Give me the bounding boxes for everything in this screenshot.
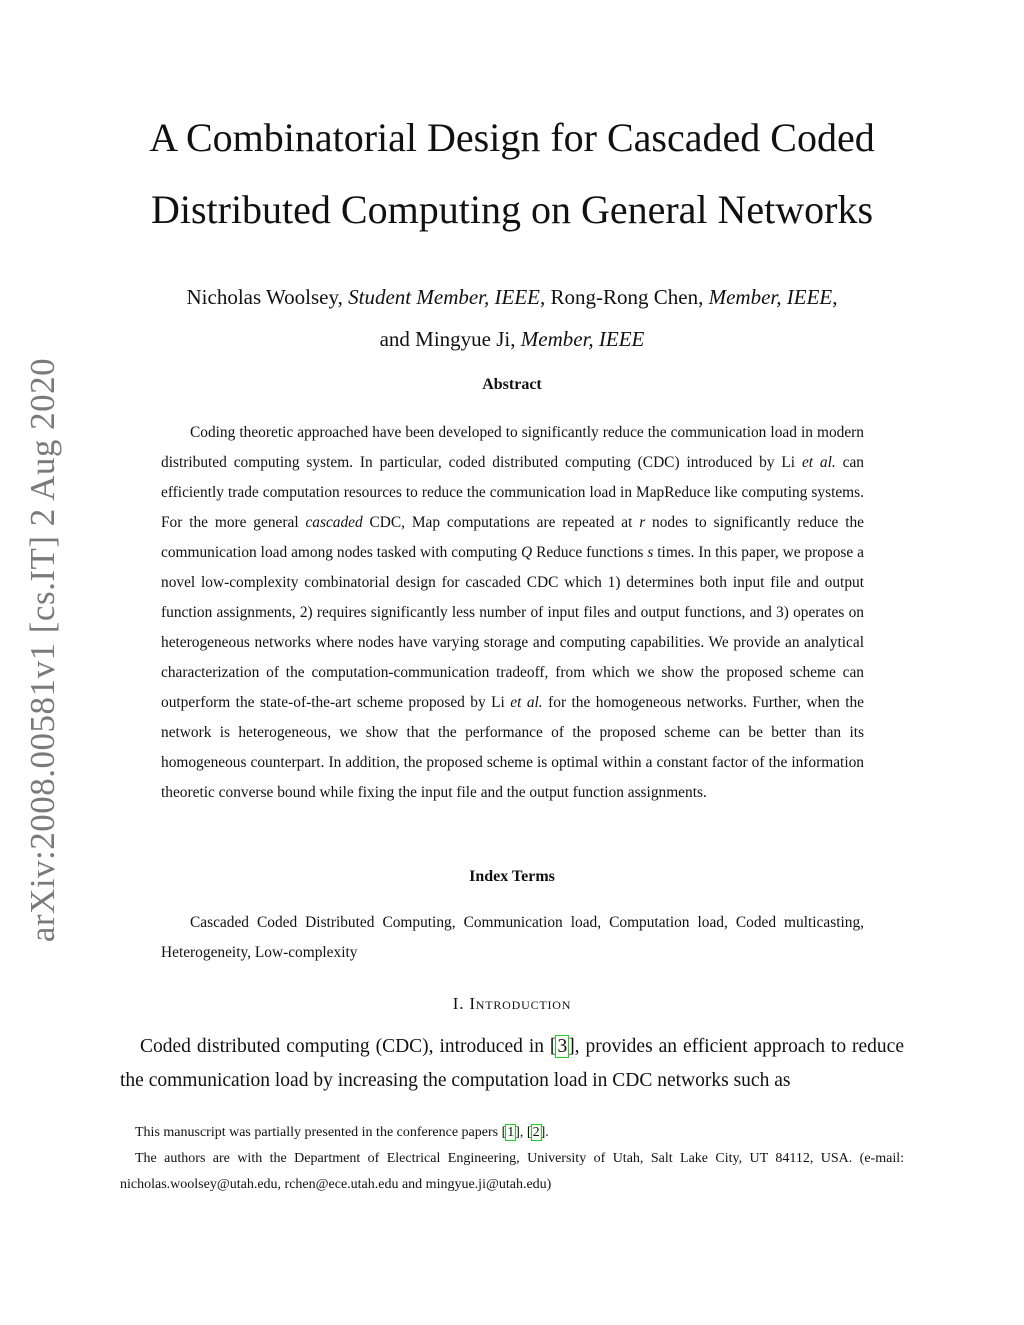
author-3-role: Member, IEEE [520, 327, 645, 351]
index-terms-heading: Index Terms [469, 868, 555, 885]
introduction-body [120, 1030, 904, 1098]
index-terms-body: Cascaded Coded Distributed Computing, Communication load, Computation load, Coded multicasting, Heterogeneity, Low-complexity [161, 914, 864, 961]
author-2-role: Member, IEEE [708, 285, 833, 309]
abstract-text-5: Reduce functions [532, 544, 648, 561]
section-title: Introduction [469, 994, 572, 1013]
footnotes [120, 1120, 904, 1198]
arxiv-identifier: arXiv:2008.00581v1 [cs.IT] 2 Aug 2020 [23, 357, 63, 943]
footnote-1 [120, 1120, 904, 1146]
abstract-heading: Abstract [482, 376, 542, 393]
author-3-name: and Mingyue Ji, [379, 327, 521, 351]
author-separator-1: , Rong-Rong Chen, [540, 285, 709, 309]
intro-text-1: Coded distributed computing (CDC), introduced in [ [140, 1036, 557, 1057]
section-numeral: I. [452, 994, 470, 1013]
citation-link-3[interactable]: 3 [557, 1036, 568, 1057]
abstract-text-2: can efficiently trade computation resources to reduce the communication load in MapReduce like computing systems. For the more general [161, 454, 864, 531]
abstract-etal-1: et al. [801, 454, 836, 471]
abstract-text-1: Coding theoretic approached have been developed to significantly reduce the communication load in modern distributed computing system. In particular, coded distributed computing (CDC) introduced by Li [161, 424, 864, 471]
citation-link-2[interactable]: 2 [532, 1125, 540, 1140]
abstract-var-q: Q [521, 544, 533, 561]
paper-title [100, 102, 924, 246]
author-1-role: Student Member, IEEE [348, 285, 541, 309]
abstract-etal-2: et al. [510, 694, 543, 711]
abstract-text-7: for the homogeneous networks. Further, when the network is heterogeneous, we show that the performance of the proposed scheme can be better than its homogeneous counterpart. In addition, the proposed scheme is optimal within a constant factor of the information theoretic converse bound while fixing the input file and the output function assignments. [161, 694, 865, 801]
footnote-1-end: ]. [540, 1125, 549, 1140]
title-line-2: Distributed Computing on General Networks [150, 187, 874, 232]
footnote-1-text: This manuscript was partially presented in the conference papers [ [135, 1125, 507, 1140]
title-line-1: A Combinatorial Design for Cascaded Coded [149, 115, 875, 160]
abstract-text-6: times. In this paper, we propose a novel low-complexity combinatorial design for cascaded CDC which 1) determines both input file and output function assignments, 2) requires significantly less number of input files and output functions, and 3) operates on heterogeneous networks where nodes have varying storage and computing capabilities. We provide an analytical characterization of the computation-communication tradeoff, from which we show the proposed scheme can outperform the state-of-the-art scheme proposed by Li [161, 544, 864, 711]
abstract-cascaded: cascaded [305, 514, 363, 531]
abstract-var-s: s [647, 544, 654, 561]
footnote-1-separator: ], [ [515, 1125, 532, 1140]
abstract-body [161, 418, 864, 808]
arxiv-stamp [8, 357, 78, 943]
author-list [100, 276, 924, 360]
introduction-heading [100, 994, 924, 1014]
abstract-text-3: CDC, Map computations are repeated at [362, 514, 640, 531]
abstract-var-r: r [639, 514, 646, 531]
citation-link-1[interactable]: 1 [507, 1125, 515, 1140]
author-separator-2: , [832, 285, 838, 309]
footnote-2: The authors are with the Department of Electrical Engineering, University of Utah, Salt Lake City, UT 84112, USA. (e-mail: nicholas.woolsey@utah.edu, rchen@ece.utah.edu and mingyue.ji@utah.edu) [120, 1151, 904, 1192]
author-1-name: Nicholas Woolsey, [186, 285, 349, 309]
intro-text-2: ], provides an efficient approach to reduce the communication load by increasing the computation load in CDC networks such as [120, 1036, 904, 1091]
abstract-text-4: nodes to significantly reduce the communication load among nodes tasked with computing [161, 514, 865, 561]
